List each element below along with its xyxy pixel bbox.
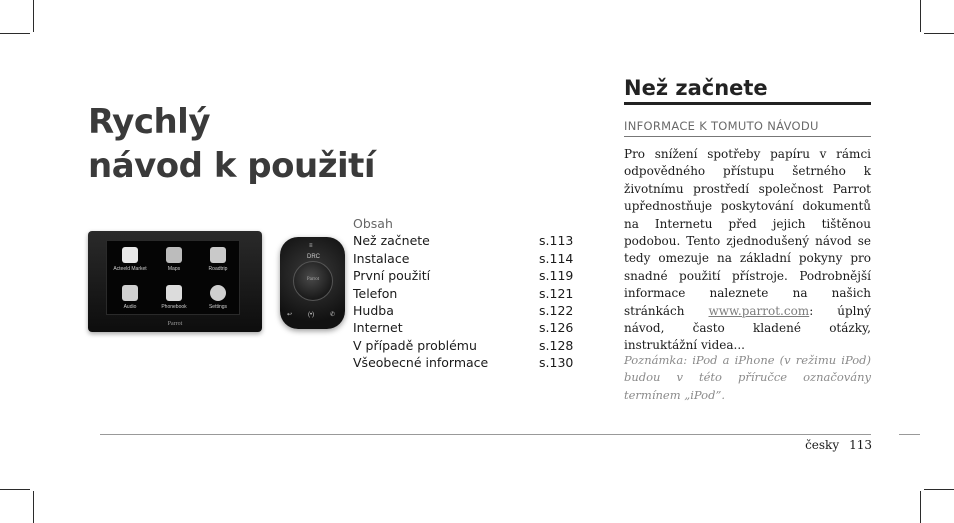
toc-page: s.119 bbox=[539, 268, 574, 284]
title-line-2: návod k použití bbox=[88, 146, 376, 186]
toc-entry[interactable] bbox=[353, 250, 574, 267]
app-label: Acteeld Market bbox=[113, 266, 147, 272]
phonebook-icon bbox=[166, 285, 182, 301]
toc-page: s.121 bbox=[539, 285, 574, 301]
toc-entry[interactable] bbox=[353, 319, 574, 336]
toc-entry[interactable] bbox=[353, 232, 574, 249]
gear-icon bbox=[210, 285, 226, 301]
toc-entry[interactable] bbox=[353, 302, 574, 319]
crop-mark bbox=[920, 0, 921, 32]
toc-label: Instalace bbox=[353, 250, 410, 266]
toc-page: s.126 bbox=[539, 320, 574, 336]
app-tile bbox=[153, 285, 195, 310]
toc-entry[interactable] bbox=[353, 337, 574, 354]
section-note: Poznámka: iPod a iPhone (v režimu iPod) budou v této příručce označovány termínem „iPod”. bbox=[624, 353, 871, 402]
footer-divider-short bbox=[899, 434, 920, 435]
toc-entry[interactable] bbox=[353, 267, 574, 284]
voice-icon: (•) bbox=[308, 312, 315, 318]
device-image bbox=[88, 231, 262, 332]
body-text: Pro snížení spotřeby papíru v rámci odpovědného přístupu šetrného k životnímu prostředí společnost Parrot upřednostňuje poskytování dokumentů na Internetu před jejich tištěnou podobou. Tento zjednodušený návod se tedy omezuje na základní pokyny pro snadné použití přístroje. Podrobnější informace naleznete na našich stránkách bbox=[624, 147, 871, 318]
crop-mark bbox=[920, 491, 921, 523]
toc-heading: Obsah bbox=[353, 216, 393, 231]
market-icon bbox=[122, 247, 138, 263]
toc-label: Všeobecné informace bbox=[353, 355, 489, 371]
app-label: Phonebook bbox=[161, 304, 187, 310]
crop-mark bbox=[924, 33, 954, 34]
crop-mark bbox=[924, 489, 954, 490]
app-label: Roadtrip bbox=[208, 266, 228, 272]
toc-page: s.130 bbox=[539, 355, 574, 371]
crop-mark bbox=[33, 0, 34, 32]
app-label: Maps bbox=[167, 266, 181, 272]
remote-brand: Parrot bbox=[306, 277, 320, 282]
footer-language: česky bbox=[805, 438, 840, 452]
section-body bbox=[624, 146, 871, 355]
device-display bbox=[106, 240, 240, 315]
page-footer bbox=[805, 438, 872, 452]
crop-mark bbox=[0, 33, 30, 34]
crop-mark bbox=[33, 491, 34, 523]
app-label: Settings bbox=[208, 304, 228, 310]
toc-label: Internet bbox=[353, 320, 403, 336]
footer-divider bbox=[100, 434, 871, 435]
roadtrip-icon bbox=[210, 247, 226, 263]
app-tile bbox=[109, 285, 151, 310]
remote-control-image bbox=[280, 237, 345, 329]
app-tile bbox=[153, 247, 195, 272]
page-title bbox=[88, 100, 375, 188]
toc-entry[interactable] bbox=[353, 285, 574, 302]
map-icon bbox=[166, 247, 182, 263]
app-tile bbox=[197, 247, 239, 272]
title-line-1: Rychlý bbox=[88, 102, 210, 142]
toc-label: V případě problému bbox=[353, 337, 477, 353]
toc-page: s.114 bbox=[539, 250, 574, 266]
crop-mark bbox=[0, 489, 30, 490]
toc-label: Hudba bbox=[353, 303, 394, 319]
app-tile bbox=[109, 247, 151, 272]
section-heading: Než začnete bbox=[624, 74, 871, 105]
page-number: 113 bbox=[849, 438, 872, 452]
toc-label: Než začnete bbox=[353, 233, 430, 249]
remote-button-label: DRC bbox=[307, 254, 320, 260]
app-tile bbox=[197, 285, 239, 310]
back-arrow-icon: ↩ bbox=[287, 312, 293, 318]
toc-page: s.122 bbox=[539, 303, 574, 319]
app-label: Audio bbox=[123, 304, 137, 310]
audio-icon bbox=[122, 285, 138, 301]
device-brand: Parrot bbox=[167, 321, 183, 327]
parrot-website-link[interactable]: www.parrot.com bbox=[708, 303, 810, 318]
toc-page: s.113 bbox=[539, 233, 574, 249]
call-icon: ✆ bbox=[330, 312, 336, 318]
toc-entry[interactable] bbox=[353, 354, 574, 371]
toc-label: Telefon bbox=[353, 285, 398, 301]
toc-label: První použití bbox=[353, 268, 431, 284]
toc-page: s.128 bbox=[539, 337, 574, 353]
menu-icon: ≡ bbox=[309, 243, 313, 249]
table-of-contents bbox=[353, 215, 574, 372]
remote-wheel bbox=[293, 261, 333, 301]
section-subheading: INFORMACE K TOMUTO NÁVODU bbox=[624, 119, 871, 137]
body-text-end: : úplný návod, často kladené otázky, instruktážní videa... bbox=[624, 303, 871, 353]
